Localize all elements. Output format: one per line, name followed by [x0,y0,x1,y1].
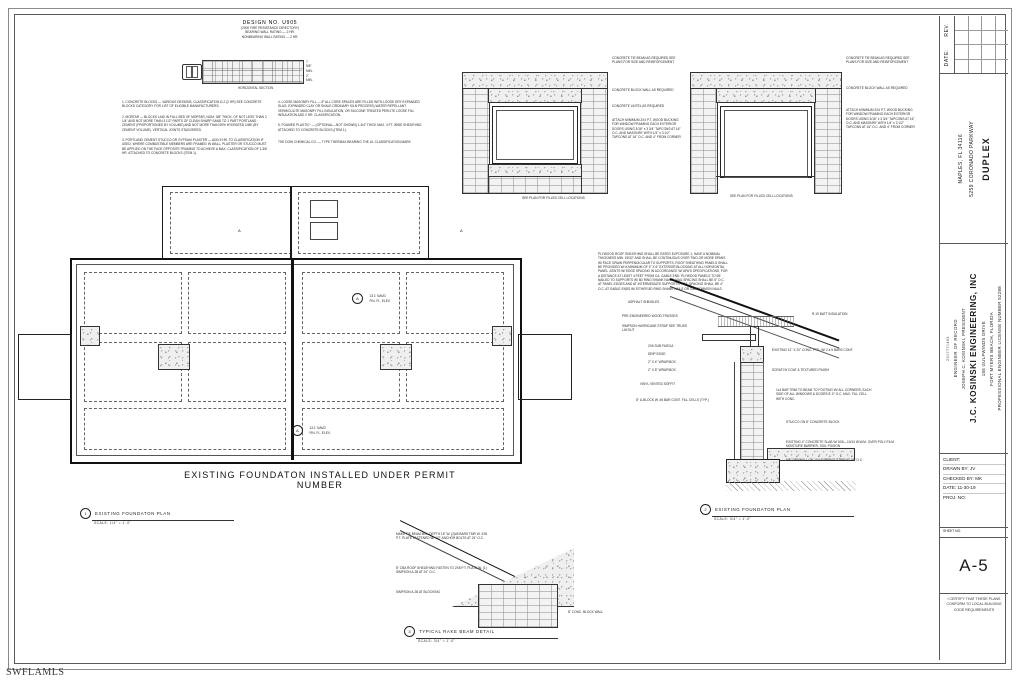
cmu-core-grid [202,60,302,82]
ul-note-3: 3. PORTLAND CEMENT STUCCO OR GYPSUM PLASTER — ADD 5 HR. TO CLASSIFICATION IF USED. WHERE COMBUSTIBLE MEMBERS ARE FRAMED IN WALL, PLASTER OR STUCCO MUST BE APPLIED ON THE FACE OPPOSITE FRAMING TO ACHIEVE A MAX. CLASSIFICATION OF 1-3/8 HR. ATTACHED TO CONCRETE BLOCKS (ITEM 1). [122,137,267,155]
plan-upper-room-left [170,192,292,254]
sub-fascia [750,326,759,348]
lintel-right [716,88,816,103]
soffit [702,334,756,341]
roof-note-soffit: VINYL VENTED SOFFIT [640,382,676,386]
elevation-marker-2 [292,422,331,440]
wall-section-right-note-4: SEE PLAN FOR FILLED CELL LOCATIONS [730,194,793,198]
plan-room-l5 [84,408,286,450]
ul-design-heading: DESIGN NO. U905 [242,20,298,26]
plan-porch-right [518,334,572,400]
plan-room-r2 [406,272,504,334]
wall-section-left-note-5: SEE PLAN FOR FILLED CELL LOCATIONS [522,196,585,200]
roof-section-tag: 2 [700,504,711,515]
roof-note-subfascia: 2X6 SUB FASCIA [648,344,674,348]
drawn-by-row [943,465,1005,474]
ul-detail-caption: HORIZONTAL SECTION [238,86,274,90]
plan-party-wall-upper [290,186,292,258]
rake-cmu-wall [478,584,558,628]
client-label: CLIENT: [943,456,1005,465]
grid-label-a1: A [238,228,241,233]
plan-footing-pad-3 [80,326,100,346]
lintel-left [488,88,582,103]
roof-note-plywood: PLYWOOD ROOF SHEATHING SHALL BE RATED EXPOSURE 1, HAVE A NOMINAL THICKNESS MIN. 19/32" AND SHALL BE CONTINUOUS OVER TWO OR MORE SPANS W/ FACE GRAIN PERPENDICULAR TO SUPPORTS. ROOF SHEATHING PANELS SHALL BE PROVIDED W/ A MINIMUM OF 3" X 6" EXTERIOR BLOCKING AT ALL HORIZONTAL PANEL JOINTS W/ EDGE SPACING IN ACCORDANCE W/ APA'S SPECIFICATIONS, FOR A DISTANCE AT LEAST 4 FEET FROM CA. GABLE END. PLYWOOD PANELS TO BE NAILED TO SUPPORTS W/ 8D RING SHANK NAILS. NAIL SPACING SHALL BE 6" O.C. AT PANEL EDGES AND AT INTERMEDIATE SUPPORTS. NAIL SPACING SHALL BE 4" O.C. AT GABLE ENDS W/ EITHER 8D RING SHANK NAILS OR 10D COMMON NAILS. [598,252,728,291]
door-frame-right [724,110,808,178]
elevation-marker-1 [352,290,391,308]
ul-wall-section-illustration [180,54,313,94]
ul-notes-left-column [122,100,267,155]
cmu-wall-right-jamb [580,88,608,194]
elevation-marker-2-bottom: FIN. FL. ELEV. [309,430,331,435]
date-row [943,484,1005,493]
cmu-wall-left-jamb [462,88,490,194]
cmu-end-view [182,64,200,78]
drawn-by-value: JV [969,466,976,472]
engineer-address-2: FORT MYERS BEACH, FLORIDA [989,311,994,386]
elevation-marker-1-bottom: FIN. FL. ELEV. [369,298,391,303]
ul-note-6: THE DOW CHEMICAL CO. — TYPE THERMAX BEARING THE UL CLASSIFICATION MARK [278,139,411,144]
plan-room-l2 [188,272,286,334]
plan-footing-pad-4 [492,326,512,346]
ul-note-1: 1. CONCRETE BLOCKS — VARIOUS DESIGNS, CLASSIFICATION D-2 (2 HR) SEE CONCRETE BLOCKS CATEGORY FOR LIST OF ELIGIBLE MANUFACTURERS. [122,100,262,109]
project-info-block [940,74,1008,244]
project-address-2: NAPLES, FL 34116 [957,133,964,184]
rake-detail-title: TYPICAL RAKE BEAM DETAIL [419,629,495,634]
drawn-by-label: DRAWN BY: [943,466,969,472]
cmu-wall-section [740,362,764,472]
revision-row [955,31,1008,46]
ul-design-notes [120,20,420,39]
wall-section-right-note-1: CONCRETE TIE BEAM AS REQUIRED SEE PLANS FOR SIZE AND REINFORCEMENT [846,56,910,65]
title-block [939,16,1008,660]
wall-section-left [462,56,681,200]
foundation-plan-scale: SCALE: 1/4" = 1'-0" [94,521,132,525]
client-block [940,454,1008,528]
threshold-right [716,176,814,177]
roof-note-scratch-coat: SCRATCH COAT & TEXTURED FINISH [772,368,829,372]
sheet-number: A-5 [940,538,1008,594]
roof-wall-section [600,252,910,502]
window-frame-left [496,110,574,160]
wall-section-left-note-1: CONCRETE TIE BEAM AS REQUIRED SEE PLANS FOR SIZE AND REINFORCEMENT [612,56,676,65]
proj-no-row [943,494,1005,502]
roof-note-wrap-2x4: 2" X 4" WRAP/BOX [648,360,676,364]
date-value-label: DATE: [943,485,957,491]
plan-footing-pad-1 [158,344,190,370]
rake-detail-title-group [404,626,584,643]
ul-notes-right-column [278,100,423,144]
roof-note-stucco: STUCCO ON 8" CONCRETE BLOCK [786,420,840,424]
ul-note-4: 4. LOOSE MASONRY FILL — IF ALL CORE SPACES ARE FILLED WITH LOOSE DRY EXPANDED SLAG, EXPANDED CLAY OR SHALE ORDINARY KILN PROCESS) WATER REPELLANT VERMICULITE MASONRY FILL INSULATION, OR SILICONE TREATED PERLITE LOOSE FILL INSULATION ADD 2 HR. CLASSIFICATION. [278,100,420,117]
elevation-marker-1-tag: A [352,293,363,304]
ul-dim-2: 2" MIN. [306,74,313,83]
plan-room-r4 [406,342,504,402]
roof-note-bar-trim: 1x4 BAR TRIM TO BEAM TO FOOTING W/ ALL CORNERS, EACH SIDE OF ALL WINDOWS & DOORS 8'-0" O.C. MAX. FILL CELL WITH CONC. [776,388,872,401]
roof-note-ublock: 8" U-BLOCK W. #5 BAR CONT. FILL CELLS (TYP.) [636,398,709,402]
elevation-marker-1-top: 13.1' NAVD [369,294,386,299]
roof-section-scale: SCALE: 3/4" = 1'-0" [714,517,752,521]
wall-section-left-note-4: ATTACH MINIMUM 2X4 P.T. WOOD BUCKING FOR WINDOW FRAMING EACH EXTERIOR DOORS USING 3/16" x 3 3/4" TAPCONS AT 16" O.C. AND MASONRY WITH 1/4" x 3 1/2" TAPCONS AT 16" O.C. AND 4" FROM CORNER [612,118,681,140]
wall-section-right [690,56,915,198]
rake-note-3: SIMPSON A-35 AT BLOCKING [396,590,440,594]
foundation-plan [62,186,572,490]
wall-section-right-note-2: CONCRETE BLOCK WALL AS REQUIRED [846,86,908,90]
revision-block [940,16,1008,74]
plan-room-r5 [302,408,504,450]
plan-footing-pad-2 [380,344,412,370]
roof-note-hurricane-strap: SIMPSON HURRICANE STRAP SEE TRUSS LAYOUT [622,324,687,333]
soil-hatch [726,481,856,491]
plan-fixture-2 [310,222,338,240]
furring-drywall [763,362,768,462]
roof-section-title-group [700,504,880,521]
engineer-block [940,244,1008,454]
revision-label: REV. [944,22,950,37]
sheet-no-label: SHEET NO. [940,528,1008,538]
date-value: 11-30-19 [957,485,976,491]
date-label: DATE: [944,49,950,67]
roof-note-existing-footing: EXISTING 4" CONCRETE SLAB W/ 6X6—10/10 W.W.M. OVER POLY-FILM MOISTURE BARRIER, SOIL POISON [786,440,894,449]
rake-detail-scale: SCALE: 3/4" = 1'-0" [418,639,456,643]
project-name: DUPLEX [980,136,991,181]
engineer-title: JOSEPH C. KOSINSKI, PRESIDENT [961,307,966,390]
roof-note-batt: R-19 BATT INSULATION [812,312,848,316]
engineer-address-1: 155 GULFWINDS DRIVE [981,320,986,377]
foundation-plan-title-group [80,508,260,525]
foundation-plan-tag: 1 [80,508,91,519]
concrete-footing [726,459,780,483]
revision-row [955,60,1008,74]
checked-by-row [943,475,1005,484]
engineer-name: J.C. KOSINSKI ENGINEERING, INC [969,273,978,424]
revision-grid [955,16,1008,73]
rake-detail-tag: 3 [404,626,415,637]
plan-room-l4 [188,342,286,402]
revision-labels [940,16,955,73]
foundation-plan-banner: EXISTING FOUNDATON INSTALLED UNDER PERMIT NUMBER [184,470,456,490]
engineer-license: PROFESSIONAL ENGINEER LICENSE NUMBER 52288 [997,286,1002,411]
ul-note-2: 2. MORTAR — BLOCKS LAID IN FULL BED OF MORTAR, NOM. 3/8" THICK, OF NOT LESS THAN 2 1/4" AND NOT MORE THAN 3 1/2" PARTS OF CLEAN SHARP SAND TO 1 PART PORTLAND CEMENT (PROPORTIONED BY VOLUME) AND NOT MORE THAN 50% HYDRATED LIME (BY CEMENT VOLUME). VERTICAL JOINTS STAGGERED. [122,114,267,132]
proj-no-label: PROJ. NO: [943,494,966,500]
plan-fixture-1 [310,200,338,218]
wall-section-left-note-3: CONCRETE LINTEL AS REQUIRED [612,104,665,108]
ul-design-sub3: NONBEARING WALL RATING — 2 HR. [241,34,299,39]
cmu-wall-left-jamb-2 [690,88,718,194]
roof-section-title: EXISTING FOUNDATON PLAN [715,507,791,512]
stucco-finish [734,362,741,470]
engineer-of-record-label: ENGINEER OF RECORD [953,319,958,378]
roof-note-trusses: PRE-ENGINEERED WOOD TRUSSES [622,314,678,318]
ul-note-5: 5. FOAMED PLASTIC* — (OPTIONAL—NOT SHOWN) 1-3/4" THICK MAX. 4 FT. WIDE SHEATHING ATTACHED TO CONCRETE BLOCKS (ITEM 1). [278,123,422,132]
roof-note-existing-slab: 5/8" DRYWALL ON 1X4 FURRING STRIP AT 16" O.C. [786,458,863,462]
elevation-marker-2-tag: A [292,425,303,436]
checked-by-value: MK [975,475,983,481]
foundation-plan-title: EXISTING FOUNDATON PLAN [95,511,171,516]
elevation-marker-2-top: 13.1' NAVD [309,426,326,431]
rake-note-2: 8" CBA ROOF SHEATHING FASTEN TO 2X8 P.T. PLATE W. (1) SIMPSON A-35 AT 24" O.C. [396,566,487,575]
wall-section-right-note-3: ATTACH MINIMUM 2X4 P.T. WOOD BUCKING FOR WINDOW FRAMING EACH EXTERIOR DOORS USING 3/16" x 3 3/4" TAPCONS AT 16" O.C. AND MASONRY WITH 1/4" x 3 1/2" TAPCONS AT 16" O.C. AND 4" FROM CORNER [846,108,915,130]
roof-note-drywall-furring: EXISTING 12" X 20" CONC. FTG. W/ 2 # 5 BARS CONT. [772,348,854,352]
roof-note-shingles: ASPHALT SHINGLES [628,300,660,304]
ul-design-sub2: BEARING WALL RATING — 2 HR. [245,30,295,35]
watermark: SWFLAMLS [6,667,65,678]
certification-text: I CERTIFY THAT THESE PLANS CONFORM TO LOCAL BUILDING CODE REQUIREMENTS [946,597,1002,612]
grid-label-a2: A [460,228,463,233]
rake-note-1: MAKE TIE BEAM MIN. DEPTH 16" W. (2)#5 BARS TMR W. 2X8 P.T. PLATE FASTENED W/ 1/2" ANCHOR BOLTS AT 24" O.C. [396,532,487,541]
roof-note-wrap-2x8: 2" X 8" WRAP/BOX [648,368,676,372]
checked-by-label: CHECKED BY: [943,475,974,481]
rake-note-4: 8" CONC. BLOCK WALL [568,610,604,614]
ul-dim-1: 7 5/8" MIN. [306,60,313,73]
rake-beam-detail [396,510,620,640]
revision-row [955,45,1008,60]
plan-room-l1 [84,272,182,334]
cmu-wall-right-jamb-2 [814,88,842,194]
ul-design-sub1: (2000 FIRE RESISTANCE DIRECTORY) [241,26,299,30]
project-address-1: 5259 CORONADO PARKWAY [969,120,975,197]
roof-note-dripedge: DRIP EDGE [648,352,666,356]
engineer-reg-number: 2307771465 [946,336,950,361]
plan-porch-left [18,334,72,400]
revision-row [955,16,1008,31]
wall-section-left-note-2: CONCRETE BLOCK WALL AS REQUIRED [612,88,674,92]
